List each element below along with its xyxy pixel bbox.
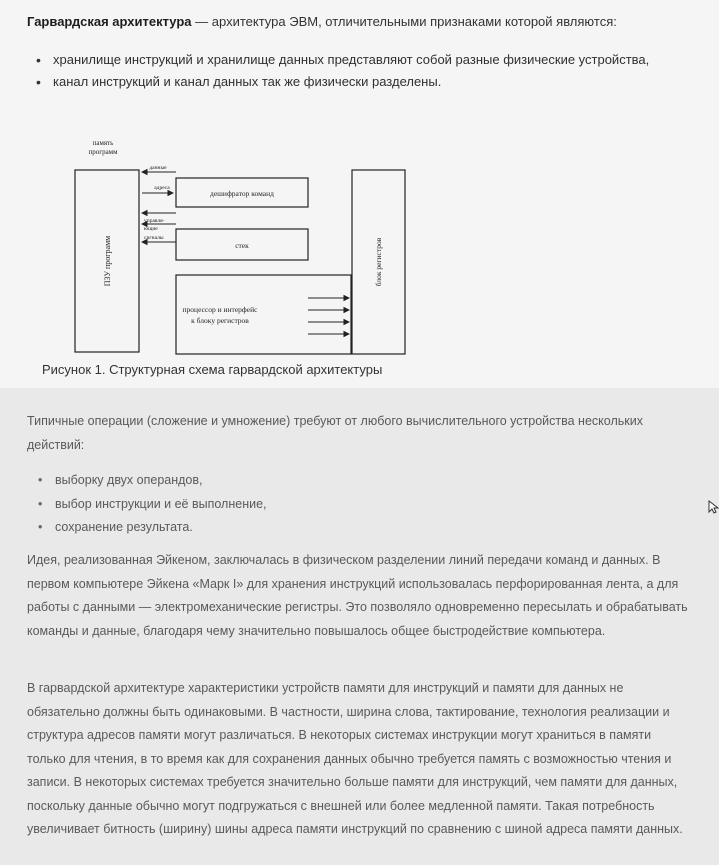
label-control-1: управля- bbox=[144, 218, 165, 224]
aiken-paragraph: Идея, реализованная Эйкеном, заключалась в физическом разделении линий передачи команд и данных. В первом компьютере Эйкена «Марк I» для хранения инструкций использовалась перфорированная лента, а для работы с данными — электромеханические регистры. Это позволяло одновременно пересылать и обрабатывать команды и данные, благодаря чему значительно повышалось общее быстродействие компьютера. bbox=[27, 553, 688, 638]
ops-intro: Типичные операции (сложение и умножение) требуют от любого вычислительного устройства нескольких действий: bbox=[27, 414, 643, 452]
label-stack: стек bbox=[235, 241, 249, 250]
features-list bbox=[36, 49, 676, 93]
label-mem-top: память bbox=[92, 139, 114, 147]
label-data: данные bbox=[149, 165, 167, 171]
harvard-paragraph: В гарвардской архитектуре характеристики устройств памяти для инструкций и памяти для данных не обязательно должны быть одинаковыми. В частности, ширина слова, тактирование, технология реализации и структура адресов памяти могут различаться. В некоторых системах инструкции могут храниться в памяти только для чтения, в то время как для сохранения данных обычно требуется память с возможностью чтения и записи. В некоторых системах требуется значительно больше памяти для инструкций, чем памяти для данных, поскольку данные обычно могут подгружаться с внешней или более медленной памяти. Такая потребность увеличивает битность (ширину) шины адреса памяти инструкций по сравнению с шиной адреса памяти данных. bbox=[27, 681, 683, 836]
intro-text bbox=[27, 13, 707, 31]
label-registers: блок регистров bbox=[374, 237, 383, 287]
processor-block bbox=[176, 275, 351, 354]
label-rom: ПЗУ программ bbox=[103, 235, 112, 287]
feature-item: • канал инструкций и канал данных так же физически разделены. bbox=[36, 71, 676, 93]
label-decoder: дешифратор команд bbox=[210, 189, 274, 198]
figure-caption: Рисунок 1. Структурная схема гарвардской архитектуры bbox=[42, 362, 383, 377]
article-top-section bbox=[0, 0, 719, 388]
label-mem-bottom: программ bbox=[88, 148, 118, 156]
ops-item: • выбор инструкции и её выполнение, bbox=[38, 493, 267, 517]
harvard-architecture-diagram bbox=[70, 132, 430, 362]
ops-list bbox=[38, 469, 267, 540]
label-control-3: сигналы bbox=[144, 235, 164, 241]
intro-term: Гарвардская архитектура bbox=[27, 14, 192, 29]
label-processor-2: к блоку регистров bbox=[191, 316, 249, 325]
label-processor-1: процессор и интерфейс bbox=[182, 305, 258, 314]
label-control-2: ющие bbox=[144, 226, 158, 232]
label-address: адреса bbox=[154, 185, 170, 191]
mouse-cursor-icon bbox=[708, 500, 719, 514]
feature-item: • хранилище инструкций и хранилище данных представляют собой разные физические устройства, bbox=[36, 49, 676, 71]
ops-item: • выборку двух операндов, bbox=[38, 469, 267, 493]
ops-item: • сохранение результата. bbox=[38, 516, 267, 540]
intro-rest: — архитектура ЭВМ, отличительными признаками которой являются: bbox=[191, 14, 617, 29]
